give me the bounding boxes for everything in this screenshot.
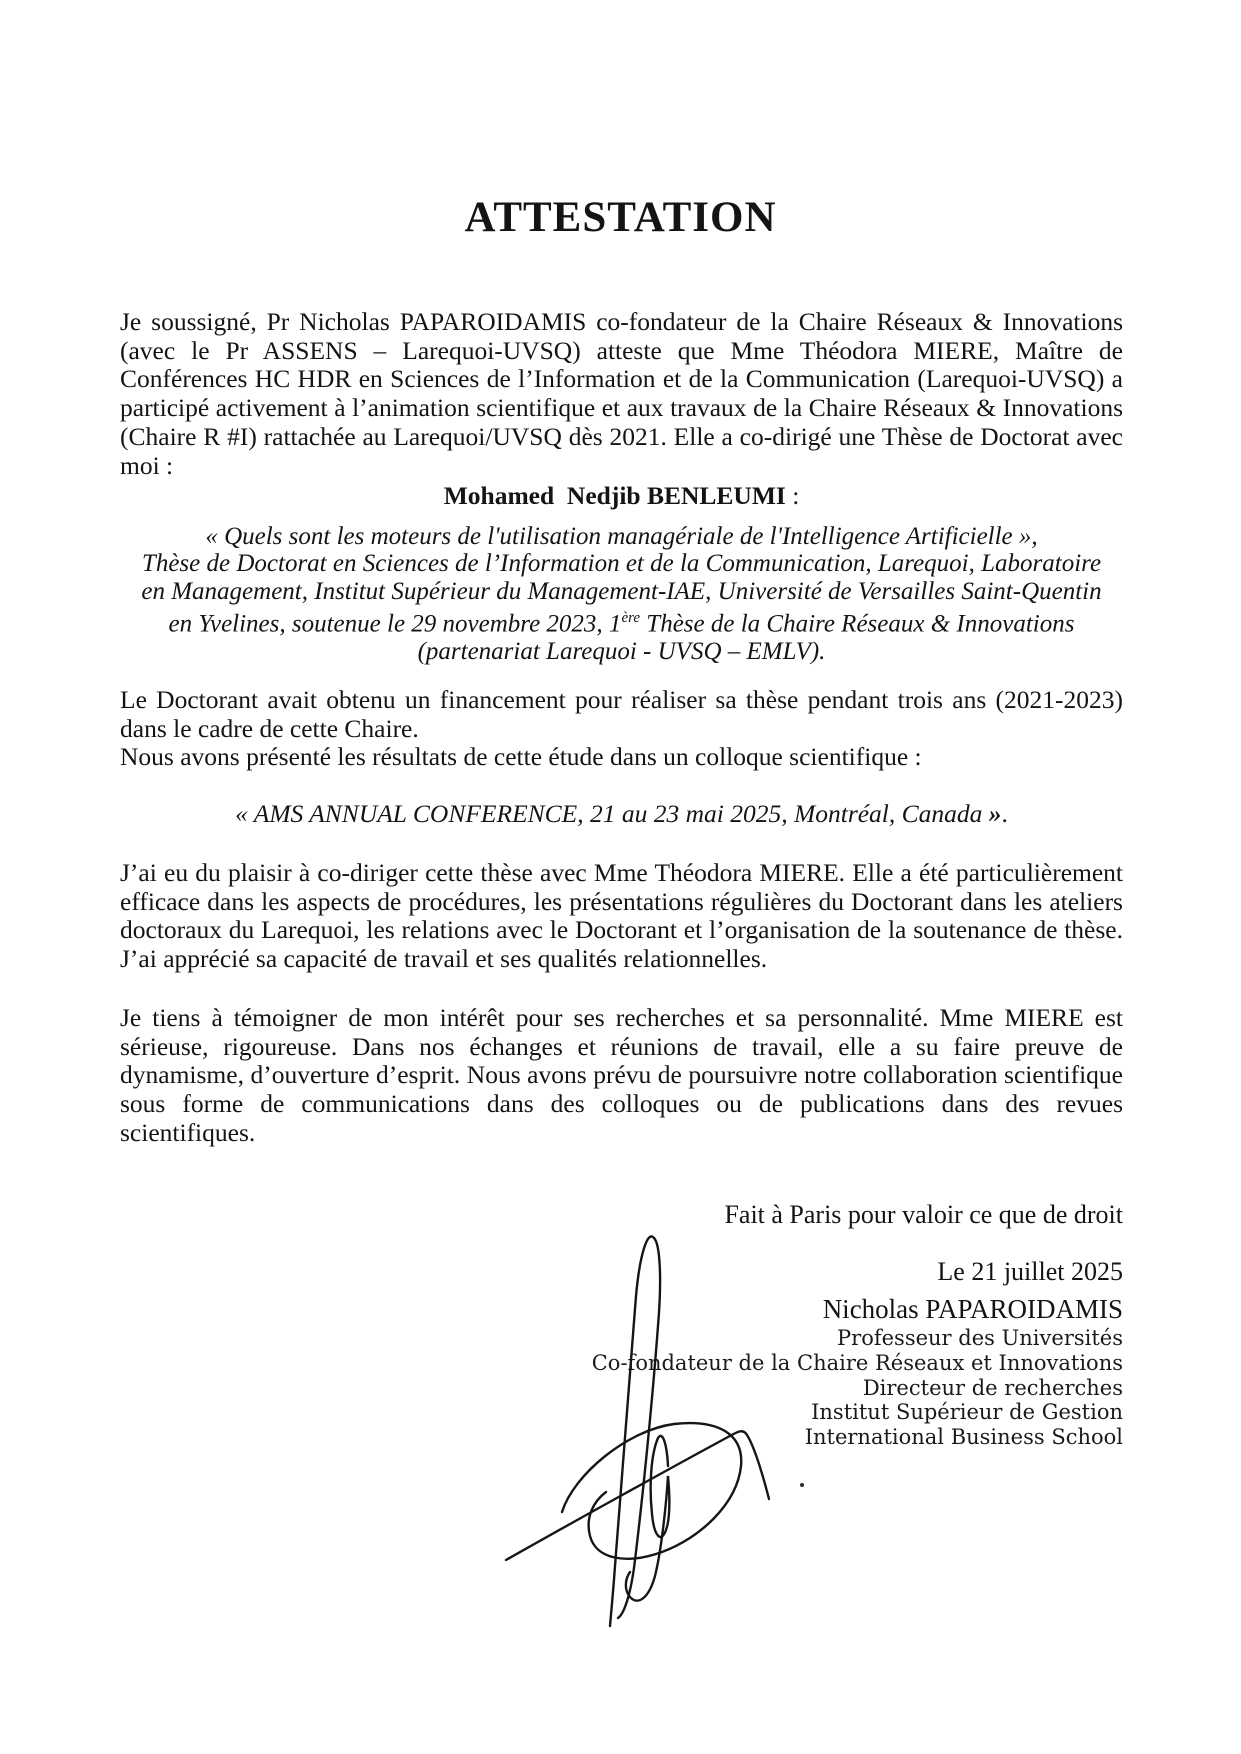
candidate-name-line bbox=[120, 482, 1123, 511]
funding-block bbox=[120, 686, 1123, 772]
signatory-title: Co-fondateur de la Chaire Réseaux et Innovations bbox=[591, 1350, 1123, 1375]
intro-paragraph: Je soussigné, Pr Nicholas PAPAROIDAMIS co-fondateur de la Chaire Réseaux & Innovations (avec le Pr ASSENS – Larequoi-UVSQ) atteste que Mme Théodora MIERE, Maître de Conférences HC HDR en Sciences de l’Information et de la Communication (Larequoi-UVSQ) a participé activement à l’animation scientifique et aux travaux de la Chaire Réseaux & Innovations (Chaire R #I) rattachée au Larequoi/UVSQ dès 2021. Elle a co-dirigé une Thèse de Doctorat avec moi : bbox=[120, 307, 1123, 480]
candidate-colon: : bbox=[785, 481, 800, 510]
conference-closing-guillemet: » bbox=[988, 799, 1002, 828]
conference-line bbox=[120, 800, 1123, 829]
colloque-intro-line: Nous avons présenté les résultats de cette étude dans un colloque scientifique : bbox=[120, 742, 922, 772]
thesis-partnership-line: (partenariat Larequoi - UVSQ – EMLV). bbox=[417, 637, 826, 665]
closing-place-line: Fait à Paris pour valoir ce que de droit bbox=[724, 1200, 1123, 1229]
thesis-defense-line: en Yvelines, soutenue le 29 novembre 2023, 1ère Thèse de la Chaire Réseaux & Innovations bbox=[168, 610, 1075, 638]
signatory-title: International Business School bbox=[804, 1425, 1123, 1450]
ordinal-superscript: ère bbox=[621, 610, 641, 627]
thesis-degree-line: Thèse de Doctorat en Sciences de l’Information et de la Communication, Larequoi, Laboratoire bbox=[141, 550, 1102, 578]
signatory-title: Professeur des Universités bbox=[837, 1326, 1123, 1350]
funding-paragraph: Le Doctorant avait obtenu un financement pour réaliser sa thèse pendant trois ans (2021-2023) dans le cadre de cette Chaire. bbox=[120, 685, 1123, 743]
document-title: ATTESTATION bbox=[464, 194, 777, 241]
signatory-name: Nicholas PAPAROIDAMIS bbox=[822, 1294, 1123, 1324]
candidate-name: Mohamed Nedjib BENLEUMI bbox=[443, 481, 786, 510]
signatory-title: Institut Supérieur de Gestion bbox=[811, 1400, 1123, 1425]
signature-scribble-icon bbox=[478, 1222, 790, 1642]
closing-date-line: Le 21 juillet 2025 bbox=[937, 1257, 1123, 1286]
thesis-institution-line: en Management, Institut Supérieur du Management-IAE, Université de Versailles Saint-Quentin bbox=[141, 577, 1102, 605]
conference-period: . bbox=[1001, 799, 1008, 828]
conference-text: « AMS ANNUAL CONFERENCE, 21 au 23 mai 2025, Montréal, Canada bbox=[235, 799, 989, 828]
thesis-quote-line: « Quels sont les moteurs de l'utilisation managériale de l'Intelligence Artificielle », bbox=[205, 523, 1038, 550]
ink-dot bbox=[800, 1483, 804, 1487]
signatory-title: Directeur de recherches bbox=[862, 1375, 1123, 1400]
thesis-reference-block bbox=[120, 523, 1123, 665]
codirection-paragraph: J’ai eu du plaisir à co-diriger cette thèse avec Mme Théodora MIERE. Elle a été particulièrement efficace dans les aspects de procédures, les présentations régulières du Doctorant dans les ateliers doctoraux du Larequoi, les relations avec le Doctorant et l’organisation de la soutenance de thèse. J’ai apprécié sa capacité de travail et ses qualités relationnelles. bbox=[120, 858, 1123, 974]
appreciation-paragraph: Je tiens à témoigner de mon intérêt pour ses recherches et sa personnalité. Mme MIERE est sérieuse, rigoureuse. Dans nos échanges et réunions de travail, elle a su faire preuve de dynamisme, d’ouverture d’esprit. Nous avons prévu de poursuivre notre collaboration scientifique sous forme de communications dans des colloques ou de publications dans des revues scientifiques. bbox=[120, 1003, 1123, 1147]
handwritten-signature bbox=[478, 1222, 790, 1642]
